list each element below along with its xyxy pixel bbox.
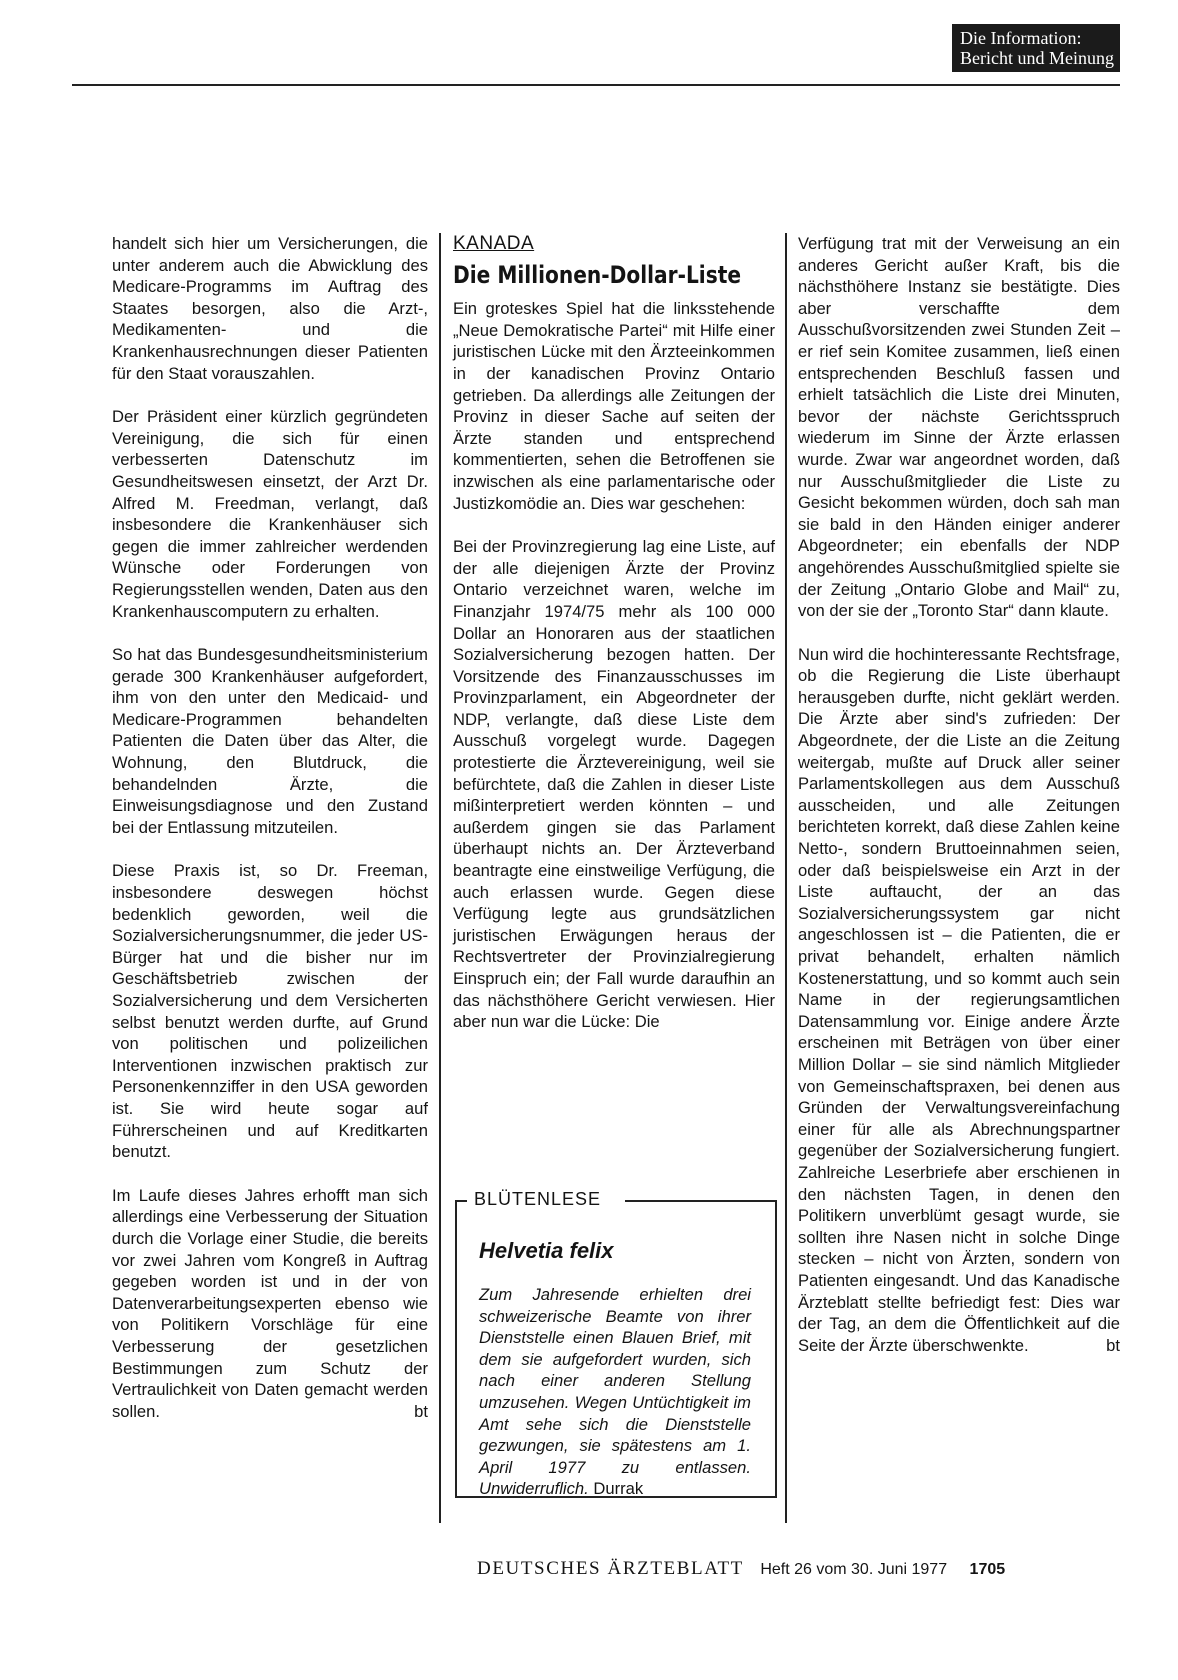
- author-signature: bt: [414, 1401, 428, 1421]
- paragraph: Verfügung trat mit der Verweisung an ein anderes Gericht außer Kraft, bis die nächsthöhere Instanz sie bestätigte. Dies aber verschaffte dem Ausschußvorsitzenden zwei Stunden Zeit – er rief sein Komitee zusammen, ließ einen entsprechenden Beschluß fassen und erhielt tatsächlich die Liste drei Minuten, bevor der nächste Gerichtsspruch wiederum im Sinne der Ärzte erlassen wurde. Zwar war angeordnet worden, daß nur Ausschußmitglieder die Liste zu Gesicht bekommen würden, doch sah man sie bald in den Händen einiger anderer Abgeordneter; ein ebenfalls der NDP angehörendes Ausschußmitglied spielte sie der Zeitung „Ontario Globe and Mail“ zu, von der sie der „Toronto Star“ dann klaute.: [798, 234, 1120, 621]
- paragraph: [112, 1185, 428, 1423]
- box-top-border: [455, 1200, 467, 1202]
- box-label: BLÜTENLESE: [474, 1189, 602, 1209]
- column-2: [453, 233, 775, 1033]
- page-number: 1705: [969, 1561, 1006, 1578]
- paragraph-text: Im Laufe dieses Jahres erhofft man sich allerdings eine Verbesserung der Situation durch die Vorlage einer Studie, die bereits vor zwei Jahren vom Kongreß in Auftrag gegeben worden ist und in der von Datenverarbeitungsexperten ebenso wie von Politikern Vorschläge für eine Verbesserung der gesetzlichen Bestimmungen zum Schutz der Vertraulichkeit von Daten gemacht werden sollen.: [112, 1185, 428, 1421]
- box-top-border: [625, 1200, 775, 1202]
- section-badge: [952, 24, 1120, 72]
- badge-line-2: Bericht und Meinung: [960, 48, 1114, 68]
- paragraph: Ein groteskes Spiel hat die linksstehende „Neue Demokratische Partei“ mit Hilfe einer juristischen Lücke mit den Ärzteeinkommen in der kanadischen Provinz Ontario getrieben. Da allerdings alle Zeitungen der Provinz in dieser Sache auf seiten der Ärzte standen und entsprechend kommentierten, sehen die Betroffenen sie inzwischen als eine parlamentarische oder Justizkomödie an. Dies war geschehen:: [453, 299, 775, 513]
- box-body: Zum Jahresende erhielten drei schweizerische Beamte von ihrer Dienststelle einen Blauen Brief, mit dem sie aufgefordert wurden, sich nach einer anderen Stellung umzusehen. Wegen Untüchtigkeit im Amt sehe sich die Dienststelle gezwungen, sie spätestens am 1. April 1977 zu entlassen. Unwiderruflich.: [479, 1285, 751, 1499]
- author-signature: bt: [1106, 1335, 1120, 1355]
- section-kicker: KANADA: [453, 233, 535, 254]
- article-headline: Die Millionen-Dollar-Liste: [453, 260, 742, 289]
- page-footer: [477, 1558, 1005, 1580]
- paragraph: So hat das Bundesgesundheitsministerium gerade 300 Krankenhäuser aufgefordert, ihm von den unter den Medicaid- und Medicare-Programmen behandelten Patienten die Daten über das Alter, die Wohnung, den Blutdruck, die behandelnden Ärzte, die Einweisungsdiagnose und den Zustand bei der Entlassung mitzuteilen.: [112, 645, 428, 837]
- column-3: [798, 233, 1120, 1356]
- paragraph: Diese Praxis ist, so Dr. Freeman, insbesondere deswegen höchst bedenklich geworden, weil die Sozialversicherungsnummer, die jeder US-Bürger hat und die bisher nur im Geschäftsbetrieb zwischen der Sozialversicherung und dem Versicherten selbst benutzt werden durfte, auf Grund von politischen und polizeilichen Interventionen inzwischen praktisch zur Personenkennziffer in den USA geworden ist. Sie wird heute sogar auf Führerscheinen und auf Kreditkarten benutzt.: [112, 861, 428, 1162]
- journal-name: DEUTSCHES ÄRZTEBLATT: [477, 1558, 744, 1579]
- header-rule: [72, 84, 1120, 86]
- box-text: [479, 1284, 751, 1500]
- paragraph: Bei der Provinzregierung lag eine Liste, auf der alle diejenigen Ärzte der Provinz Ontario verzeichnet waren, welche im Finanzjahr 1974/75 mehr als 100 000 Dollar an Honoraren aus der staatlichen Sozialversicherung bezogen hatten. Der Vorsitzende des Finanzausschusses im Provinzparlament, ein Abgeordneter der NDP, verlangte, daß diese Liste dem Ausschuß vorgelegt wurde. Dagegen protestierte die Ärztevereinigung, weil sie befürchtete, daß die Zahlen in dieser Liste mißinterpretiert werden könnten – und außerdem gingen sie das Parlament überhaupt nichts an. Der Ärzteverband beantragte eine einstweilige Verfügung, die auch erlassen wurde. Gegen diese Verfügung legte aus grundsätzlichen juristischen Erwägungen heraus der Rechtsvertreter der Provinzialregierung Einspruch ein; der Fall wurde daraufhin an das nächsthöhere Gericht verwiesen. Hier aber nun war die Lücke: Die: [453, 537, 775, 1032]
- box-author: Durrak: [593, 1479, 644, 1499]
- issue-info: Heft 26 vom 30. Juni 1977: [760, 1561, 948, 1578]
- column-divider: [785, 233, 787, 1523]
- paragraph: handelt sich hier um Versicherungen, die unter anderem auch die Abwicklung des Medicare-Programms im Auftrag des Staates besorgen, also die Arzt-, Medikamenten- und die Krankenhausrechnungen dieser Patienten für den Staat vorauszahlen.: [112, 234, 428, 383]
- box-title: Helvetia felix: [479, 1238, 614, 1263]
- paragraph: Der Präsident einer kürzlich gegründeten Vereinigung, die sich für einen verbesserten Datenschutz im Gesundheitswesen einsetzt, der Arzt Dr. Alfred M. Freedman, verlangt, daß insbesondere die Krankenhäuser sich gegen die immer zahlreicher werdenden Wünsche oder Forderungen von Regierungsstellen wenden, Daten aus den Krankenhauscomputern zu erhalten.: [112, 407, 428, 621]
- column-1: [112, 233, 428, 1422]
- column-divider: [439, 233, 441, 1523]
- paragraph: [798, 644, 1120, 1357]
- paragraph-text: Nun wird die hochinteressante Rechtsfrage, ob die Regierung die Liste überhaupt herausgeben durfte, nicht geklärt werden. Die Ärzte aber sind's zufrieden: Der Abgeordnete, der die Liste an die Zeitung weitergab, mußte auf Druck aller seiner Parlamentskollegen aus dem Ausschuß ausscheiden, und alle Zeitungen berichteten korrekt, daß diese Zahlen keine Netto-, sondern Bruttoeinnahmen seien, oder daß beispielsweise ein Arzt in der Liste auftaucht, der an das Sozialversicherungssystem gar nicht angeschlossen ist – die Patienten, die er privat behandelt, erhalten nämlich Kostenerstattung, und so kommt auch sein Name in der regierungsamtlichen Datensammlung vor. Einige andere Ärzte erscheinen mit Beträgen von über einer Million Dollar – sie sind nämlich Mitglieder von Gemeinschaftspraxen, bei denen aus Gründen der Verwaltungsvereinfachung einer für alle als Abrechnungspartner gegenüber der Sozialversicherung fungiert. Zahlreiche Leserbriefe aber erschienen in den nächsten Tagen, in denen den Politikern unverblümt gesagt wurde, sie sollten ihre Nasen nicht in solche Dinge stecken – nicht von Ärzten, sondern von Patienten eingesandt. Und das Kanadische Ärzteblatt stellte befriedigt fest: Dies war der Tag, an dem die Öffentlichkeit auf die Seite der Ärzte überschwenkte.: [798, 644, 1120, 1355]
- badge-line-1: Die Information:: [960, 28, 1082, 48]
